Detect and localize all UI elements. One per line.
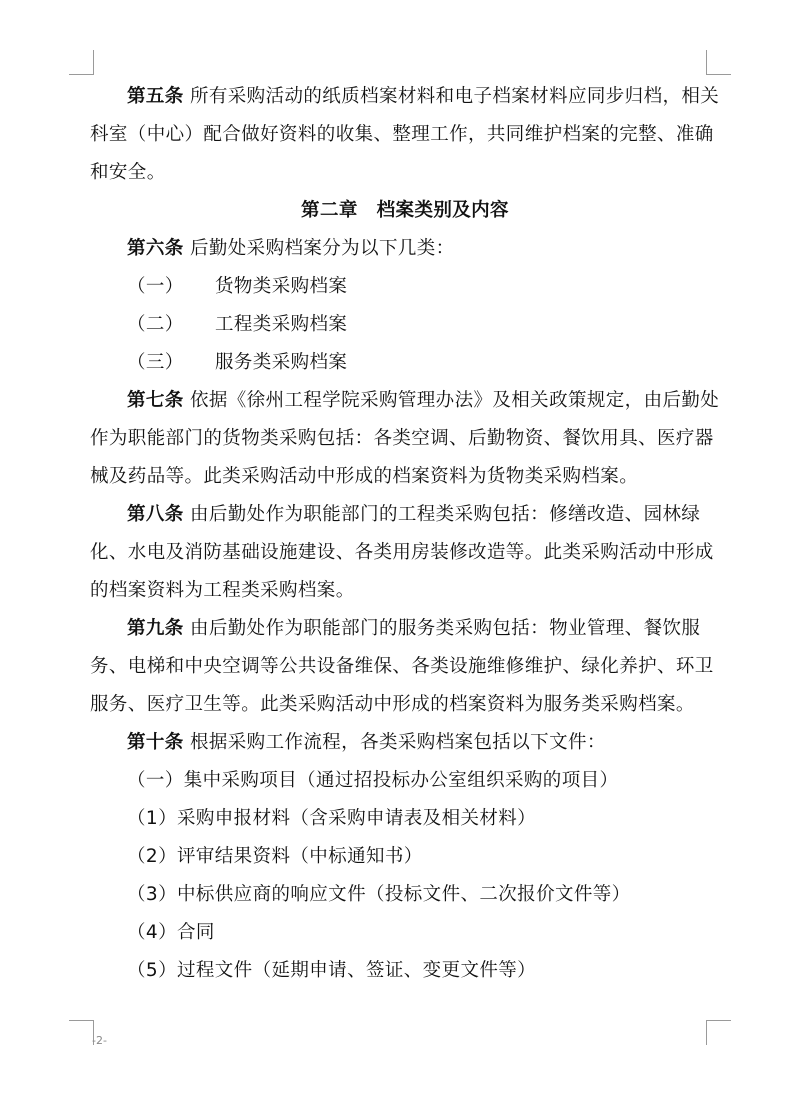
category-label: 服务类采购档案 (215, 352, 348, 373)
category-number: （一） (127, 276, 184, 297)
files-section-title: （一）集中采购项目（通过招投标办公室组织采购的项目） (127, 770, 619, 791)
article-10 (90, 724, 720, 762)
article-text: 由后勤处作为职能部门的服务类采购包括：物业管理、餐饮服务、电梯和中央空调等公共设备维保、各类设施维修维护、绿化养护、环卫服务、医疗卫生等。此类采购活动中形成的档案资料为服务类采购档案。 (90, 618, 714, 715)
category-item (90, 344, 720, 382)
article-6 (90, 230, 720, 268)
crop-mark-top-left (69, 50, 94, 75)
article-9 (90, 610, 720, 724)
article-label: 第五条 (127, 86, 184, 107)
category-label: 工程类采购档案 (215, 314, 348, 335)
crop-mark-bottom-right (706, 1020, 731, 1045)
document-body (90, 78, 720, 990)
article-text: 所有采购活动的纸质档案材料和电子档案材料应同步归档，相关科室（中心）配合做好资料的收集、整理工作，共同维护档案的完整、准确和安全。 (90, 86, 720, 183)
crop-mark-bottom-left (69, 1020, 94, 1045)
article-label: 第六条 (127, 238, 184, 259)
crop-mark-top-right (706, 50, 731, 75)
article-label: 第九条 (127, 618, 184, 639)
article-label: 第七条 (127, 390, 184, 411)
category-label: 货物类采购档案 (215, 276, 348, 297)
article-5 (90, 78, 720, 192)
article-8 (90, 496, 720, 610)
article-text: 由后勤处作为职能部门的工程类采购包括：修缮改造、园林绿化、水电及消防基础设施建设、各类用房装修改造等。此类采购活动中形成的档案资料为工程类采购档案。 (90, 504, 714, 601)
article-label: 第十条 (127, 732, 184, 753)
category-item (90, 306, 720, 344)
file-item: （2）评审结果资料（中标通知书） (127, 846, 423, 867)
category-number: （三） (127, 352, 184, 373)
file-item: （1）采购申报材料（含采购申请表及相关材料） (127, 808, 537, 829)
article-text: 依据《徐州工程学院采购管理办法》及相关政策规定，由后勤处作为职能部门的货物类采购包括：各类空调、后勤物资、餐饮用具、医疗器械及药品等。此类采购活动中形成的档案资料为货物类采购档案。 (90, 390, 720, 487)
article-text: 后勤处采购档案分为以下几类： (189, 238, 455, 259)
category-item (90, 268, 720, 306)
category-number: （二） (127, 314, 184, 335)
file-item: （4）合同 (127, 922, 215, 943)
article-text: 根据采购工作流程，各类采购档案包括以下文件： (189, 732, 606, 753)
article-label: 第八条 (127, 504, 184, 525)
chapter-title: 第二章 档案类别及内容 (301, 200, 509, 221)
article-7 (90, 382, 720, 496)
file-item: （5）过程文件（延期申请、签证、变更文件等） (127, 960, 537, 981)
file-item: （3）中标供应商的响应文件（投标文件、二次报价文件等） (127, 884, 631, 905)
page-number: -2- (92, 1034, 107, 1047)
